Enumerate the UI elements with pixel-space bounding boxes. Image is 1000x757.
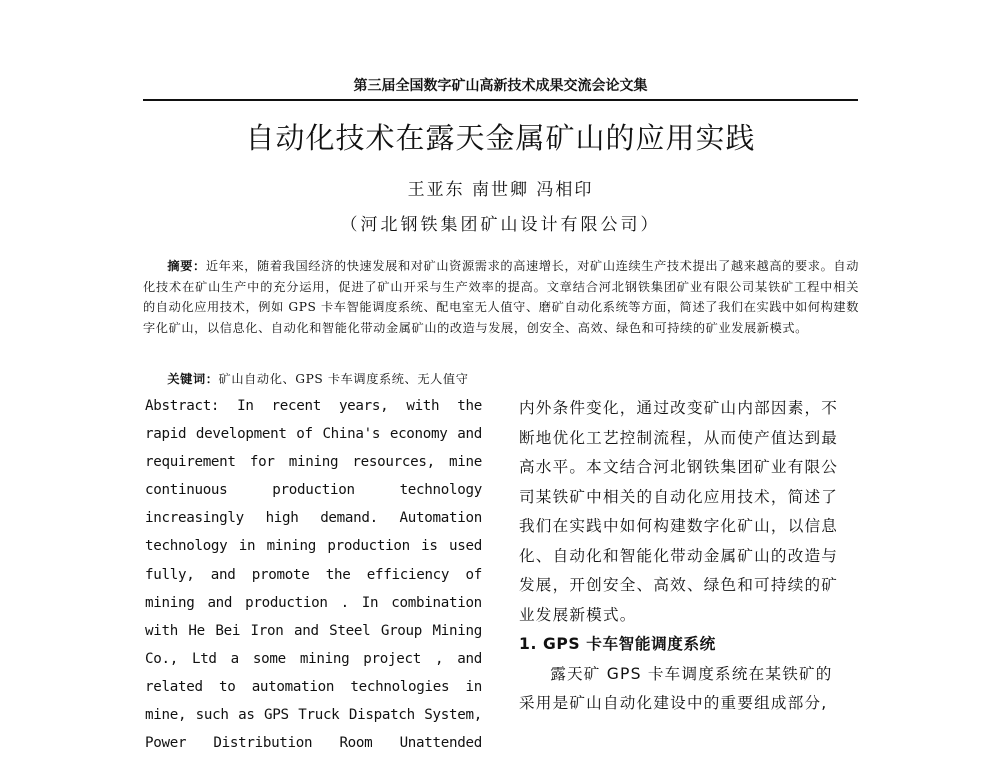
abstract-line — [145, 729, 482, 757]
word: production — [327, 538, 410, 555]
word: for — [249, 454, 275, 471]
word: to — [218, 678, 236, 695]
word: rapid — [145, 426, 187, 443]
word: is — [421, 538, 438, 555]
header-rule — [143, 99, 858, 101]
word: recent — [271, 398, 321, 414]
word: Co., — [145, 650, 178, 667]
text-line: 司某铁矿中相关的自动化应用技术，简述了 — [519, 487, 839, 506]
abstract-line — [145, 476, 482, 504]
word: development — [195, 426, 287, 443]
text-line: 断地优化工艺控制流程，从而使产值达到最 — [519, 428, 839, 447]
abstract-line — [145, 504, 482, 532]
abstract-line — [145, 532, 482, 560]
introduction-text — [519, 394, 857, 630]
word: In — [237, 398, 254, 414]
word: and — [457, 650, 482, 667]
word: China's — [322, 426, 381, 443]
word: Power — [145, 735, 187, 752]
word: continuous — [145, 482, 228, 499]
abstract-label: 摘要： — [167, 259, 206, 273]
word: in — [238, 538, 256, 555]
word: Room — [339, 735, 373, 752]
word: In — [361, 594, 379, 611]
word: mining — [288, 454, 339, 471]
word: the — [457, 398, 482, 414]
right-column — [519, 394, 857, 719]
word: production — [272, 482, 355, 499]
word: Automation — [399, 510, 482, 527]
word: Iron — [250, 622, 284, 639]
english-abstract — [145, 392, 482, 757]
word: in — [465, 678, 482, 695]
word: as — [238, 707, 255, 724]
text-line: 露天矿 GPS 卡车调度系统在某铁矿的 — [550, 664, 833, 683]
word: with — [406, 398, 440, 414]
word: . — [340, 594, 349, 611]
word: used — [448, 538, 482, 555]
keywords-text: 矿山自动化、GPS 卡车调度系统、无人值守 — [218, 372, 469, 386]
word: Group — [380, 622, 423, 639]
word: Mining — [432, 622, 482, 639]
word: Distribution — [213, 735, 313, 752]
word: a — [230, 650, 239, 667]
word: He — [188, 622, 205, 639]
abstract-line — [145, 701, 482, 729]
word: fully, — [145, 566, 195, 583]
word: promote — [251, 566, 310, 583]
abstract-line — [145, 448, 482, 476]
word: of — [465, 566, 482, 583]
word: and — [210, 566, 236, 583]
word: GPS — [264, 707, 289, 724]
word: mining — [145, 594, 195, 611]
text-line: 化、自动化和智能化带动金属矿山的改造与 — [519, 546, 839, 565]
word: mine, — [145, 707, 187, 724]
word: Truck — [298, 707, 340, 724]
word: such — [195, 707, 229, 724]
affiliation: （河北钢铁集团矿山设计有限公司） — [340, 215, 661, 235]
word: production — [245, 594, 328, 611]
abstract-line — [145, 392, 482, 420]
abstract-line — [145, 617, 482, 645]
text-line: 发展，开创安全、高效、绿色和可持续的矿 — [519, 576, 839, 594]
word: Steel — [329, 622, 371, 639]
word: technology — [399, 482, 482, 499]
word: Abstract: — [145, 398, 220, 414]
paper-title: 自动化技术在露天金属矿山的应用实践 — [245, 121, 756, 155]
word: efficiency — [366, 566, 450, 583]
section-1-text — [519, 660, 857, 719]
running-header: 第三届全国数字矿山高新技术成果交流会论文集 — [353, 78, 648, 94]
word: of — [296, 426, 313, 443]
text-line: 高水平。本文结合河北钢铁集团矿业有限公 — [519, 458, 839, 476]
text-line: 内外条件变化，通过改变矿山内部因素，不 — [519, 399, 839, 417]
abstract-line — [145, 420, 482, 448]
word: economy — [389, 426, 448, 443]
abstract-text: 近年来，随着我国经济的快速发展和对矿山资源需求的高速增长，对矿山连续生产技术提出了越来越高的要求。自动化技术在矿山生产中的充分运用，促进了矿山开采与生产效率的提高。文章结合河北钢铁集团矿业有限公司某铁矿工程中相关的自动化应用技术，例如 GPS 卡车智能调度系统、配电室无人值守、磨矿自动化系统等方面，简述了我们在实践中如何构建数字化矿山，以信息化、自动化和智能化带动金属矿山的改造与发展，创安全、高效、绿色和可持续的矿业发展新模式。 — [143, 259, 859, 335]
word: Bei — [215, 622, 241, 639]
word: years, — [338, 398, 389, 414]
word: technologies — [350, 678, 450, 695]
section-heading: 1. GPS 卡车智能调度系统 — [519, 635, 716, 653]
abstract-line — [145, 561, 482, 589]
abstract-line — [145, 589, 482, 617]
word: increasingly — [145, 510, 244, 527]
chinese-abstract — [143, 256, 859, 338]
word: the — [325, 566, 351, 583]
word: high — [265, 510, 299, 527]
text-line: 业发展新模式。 — [519, 605, 637, 624]
word: System, — [424, 707, 482, 724]
word: and — [293, 622, 319, 639]
text-line: 我们在实践中如何构建数字化矿山，以信息 — [519, 517, 839, 535]
word: project — [363, 650, 421, 667]
word: and — [207, 594, 233, 611]
word: automation — [251, 678, 335, 695]
word: Ltd — [191, 650, 217, 667]
keywords — [143, 369, 859, 389]
word: mine — [449, 454, 482, 471]
word: combination — [391, 594, 482, 611]
authors: 王亚东 南世卿 冯相印 — [407, 180, 594, 200]
word: and — [457, 426, 482, 443]
word: with — [145, 622, 178, 639]
word: technology — [145, 538, 228, 555]
word: mining — [299, 650, 350, 667]
abstract-line — [145, 645, 482, 673]
text-line: 采用是矿山自动化建设中的重要组成部分, — [519, 694, 828, 712]
word: some — [252, 650, 286, 667]
word: Unattended — [399, 735, 482, 752]
word: resources, — [352, 454, 435, 471]
word: , — [434, 650, 444, 667]
word: mining — [266, 538, 317, 555]
word: requirement — [145, 454, 236, 471]
word: Dispatch — [348, 707, 415, 724]
word: related — [145, 678, 203, 695]
abstract-line — [145, 673, 482, 701]
word: demand. — [320, 510, 378, 527]
keywords-label: 关键词： — [167, 372, 219, 386]
